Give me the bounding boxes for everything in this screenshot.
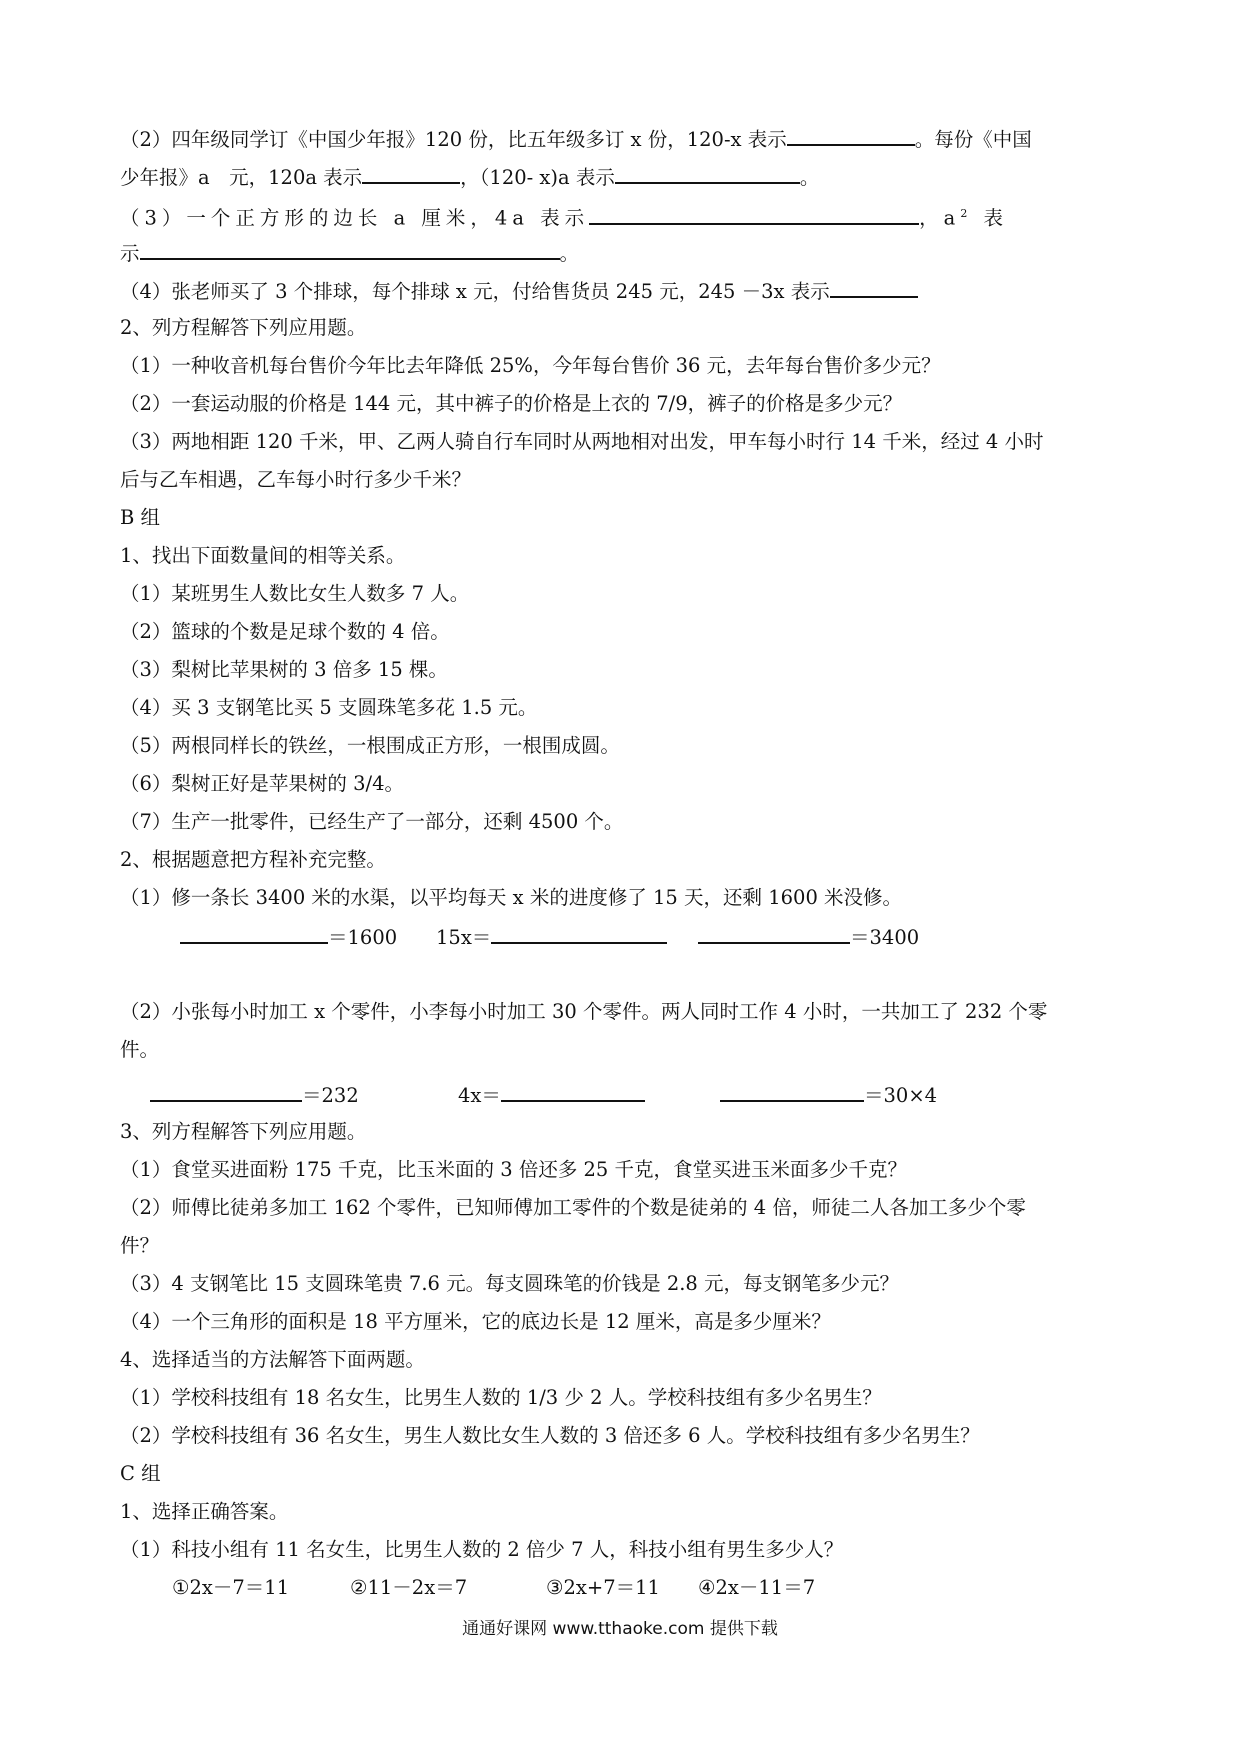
answer-blank[interactable]	[140, 238, 560, 260]
question-b3-1: （1）食堂买进面粉 175 千克，比玉米面的 3 倍还多 25 千克，食堂买进玉米面多少千克？	[120, 1158, 908, 1181]
question-b3-2-line1: （2）师傅比徒弟多加工 162 个零件，已知师傅加工零件的个数是徒弟的 4 倍，师徒二人各加工多少个零	[120, 1196, 1026, 1219]
section-b3-heading: 3、列方程解答下列应用题。	[120, 1120, 367, 1143]
question-a3-line2: 示 。	[120, 238, 1128, 268]
equation-row-b2-1: ＝1600	[180, 922, 397, 950]
answer-blank[interactable]	[787, 124, 915, 146]
question-b2-2-line2: 件。	[120, 1038, 160, 1061]
page-footer: 通通好课网 www.tthaoke.com 提供下载	[462, 1619, 778, 1639]
question-a2-2: （2）一套运动服的价格是 144 元，其中裤子的价格是上衣的 7/9，裤子的价格是多少元？	[120, 392, 903, 415]
choice-option-4[interactable]: ④2x－11＝7	[698, 1576, 816, 1599]
equation-row-b2-2: ＝232	[150, 1080, 359, 1108]
answer-blank[interactable]	[150, 1080, 302, 1102]
section-b2-heading: 2、根据题意把方程补充完整。	[120, 848, 386, 871]
answer-blank[interactable]	[698, 922, 850, 944]
section-c1-heading: 1、选择正确答案。	[120, 1500, 289, 1523]
choice-option-2[interactable]: ②11－2x＝7	[350, 1576, 468, 1599]
answer-blank[interactable]	[501, 1080, 645, 1102]
choice-option-1[interactable]: ①2x－7＝11	[172, 1576, 290, 1599]
equation-b2-2-third: ＝30×4	[720, 1080, 937, 1108]
answer-blank[interactable]	[491, 922, 667, 944]
section-a2-heading: 2、列方程解答下列应用题。	[120, 316, 367, 339]
question-b1-1: （1）某班男生人数比女生人数多 7 人。	[120, 582, 470, 605]
question-b3-4: （4）一个三角形的面积是 18 平方厘米，它的底边长是 12 厘米，高是多少厘米？	[120, 1310, 831, 1333]
equation-b2-2-second: 4x＝	[458, 1080, 645, 1108]
answer-blank[interactable]	[830, 276, 918, 298]
question-b1-5: （5）两根同样长的铁丝，一根围成正方形，一根围成圆。	[120, 734, 620, 757]
question-b1-3: （3）梨树比苹果树的 3 倍多 15 棵。	[120, 658, 448, 681]
answer-blank[interactable]	[180, 922, 328, 944]
section-b4-heading: 4、选择适当的方法解答下面两题。	[120, 1348, 425, 1371]
question-a3-line1: （3）一个正方形的边长 a 厘米，4a 表示 ，$a^2$ 表	[120, 200, 1128, 233]
question-b1-4: （4）买 3 支钢笔比买 5 支圆珠笔多花 1.5 元。	[120, 696, 538, 719]
group-c-heading: C 组	[120, 1462, 161, 1485]
question-a2-1: （1）一种收音机每台售价今年比去年降低 25%，今年每台售价 36 元，去年每台售价多少元？	[120, 354, 941, 377]
answer-blank[interactable]	[720, 1080, 864, 1102]
group-b-heading: B 组	[120, 506, 161, 529]
answer-blank[interactable]	[615, 162, 800, 184]
question-b4-2: （2）学校科技组有 36 名女生，男生人数比女生人数的 3 倍还多 6 人。学校科技组有多少名男生？	[120, 1424, 980, 1447]
question-a2-3-line2: 后与乙车相遇，乙车每小时行多少千米？	[120, 468, 472, 491]
question-b1-2: （2）篮球的个数是足球个数的 4 倍。	[120, 620, 450, 643]
question-b1-7: （7）生产一批零件，已经生产了一部分，还剩 4500 个。	[120, 810, 624, 833]
question-c1-1: （1）科技小组有 11 名女生，比男生人数的 2 倍少 7 人，科技小组有男生多少人？	[120, 1538, 844, 1561]
question-b4-1: （1）学校科技组有 18 名女生，比男生人数的 1/3 少 2 人。学校科技组有多少名男生？	[120, 1386, 882, 1409]
choice-option-3[interactable]: ③2x+7＝11	[546, 1576, 660, 1599]
section-b1-heading: 1、找出下面数量间的相等关系。	[120, 544, 406, 567]
equation-b2-1-third: ＝3400	[698, 922, 919, 950]
question-a2-3-line1: （3）两地相距 120 千米，甲、乙两人骑自行车同时从两地相对出发，甲车每小时行 14 千米，经过 4 小时	[120, 430, 1044, 453]
question-b2-2-line1: （2）小张每小时加工 x 个零件，小李每小时加工 30 个零件。两人同时工作 4 小时，一共加工了 232 个零	[120, 1000, 1048, 1023]
answer-blank[interactable]	[362, 162, 460, 184]
question-b3-3: （3）4 支钢笔比 15 支圆珠笔贵 7.6 元。每支圆珠笔的价钱是 2.8 元，每支钢笔多少元？	[120, 1272, 900, 1295]
question-b2-1: （1）修一条长 3400 米的水渠，以平均每天 x 米的进度修了 15 天，还剩 1600 米没修。	[120, 886, 903, 909]
question-a2-line1: （2）四年级同学订《中国少年报》120 份，比五年级多订 x 份，120-x 表示 。每份《中国	[120, 124, 1128, 154]
answer-blank[interactable]	[589, 203, 919, 225]
question-b1-6: （6）梨树正好是苹果树的 3/4。	[120, 772, 404, 795]
question-a2-line2: 少年报》a 元，120a 表示 ，（120- x)a 表示 。	[120, 162, 1128, 192]
equation-b2-1-second: 15x＝	[436, 922, 667, 950]
question-b3-2-line2: 件？	[120, 1234, 160, 1257]
question-a4: （4）张老师买了 3 个排球，每个排球 x 元，付给售货员 245 元，245 －3x 表示	[120, 276, 1128, 306]
